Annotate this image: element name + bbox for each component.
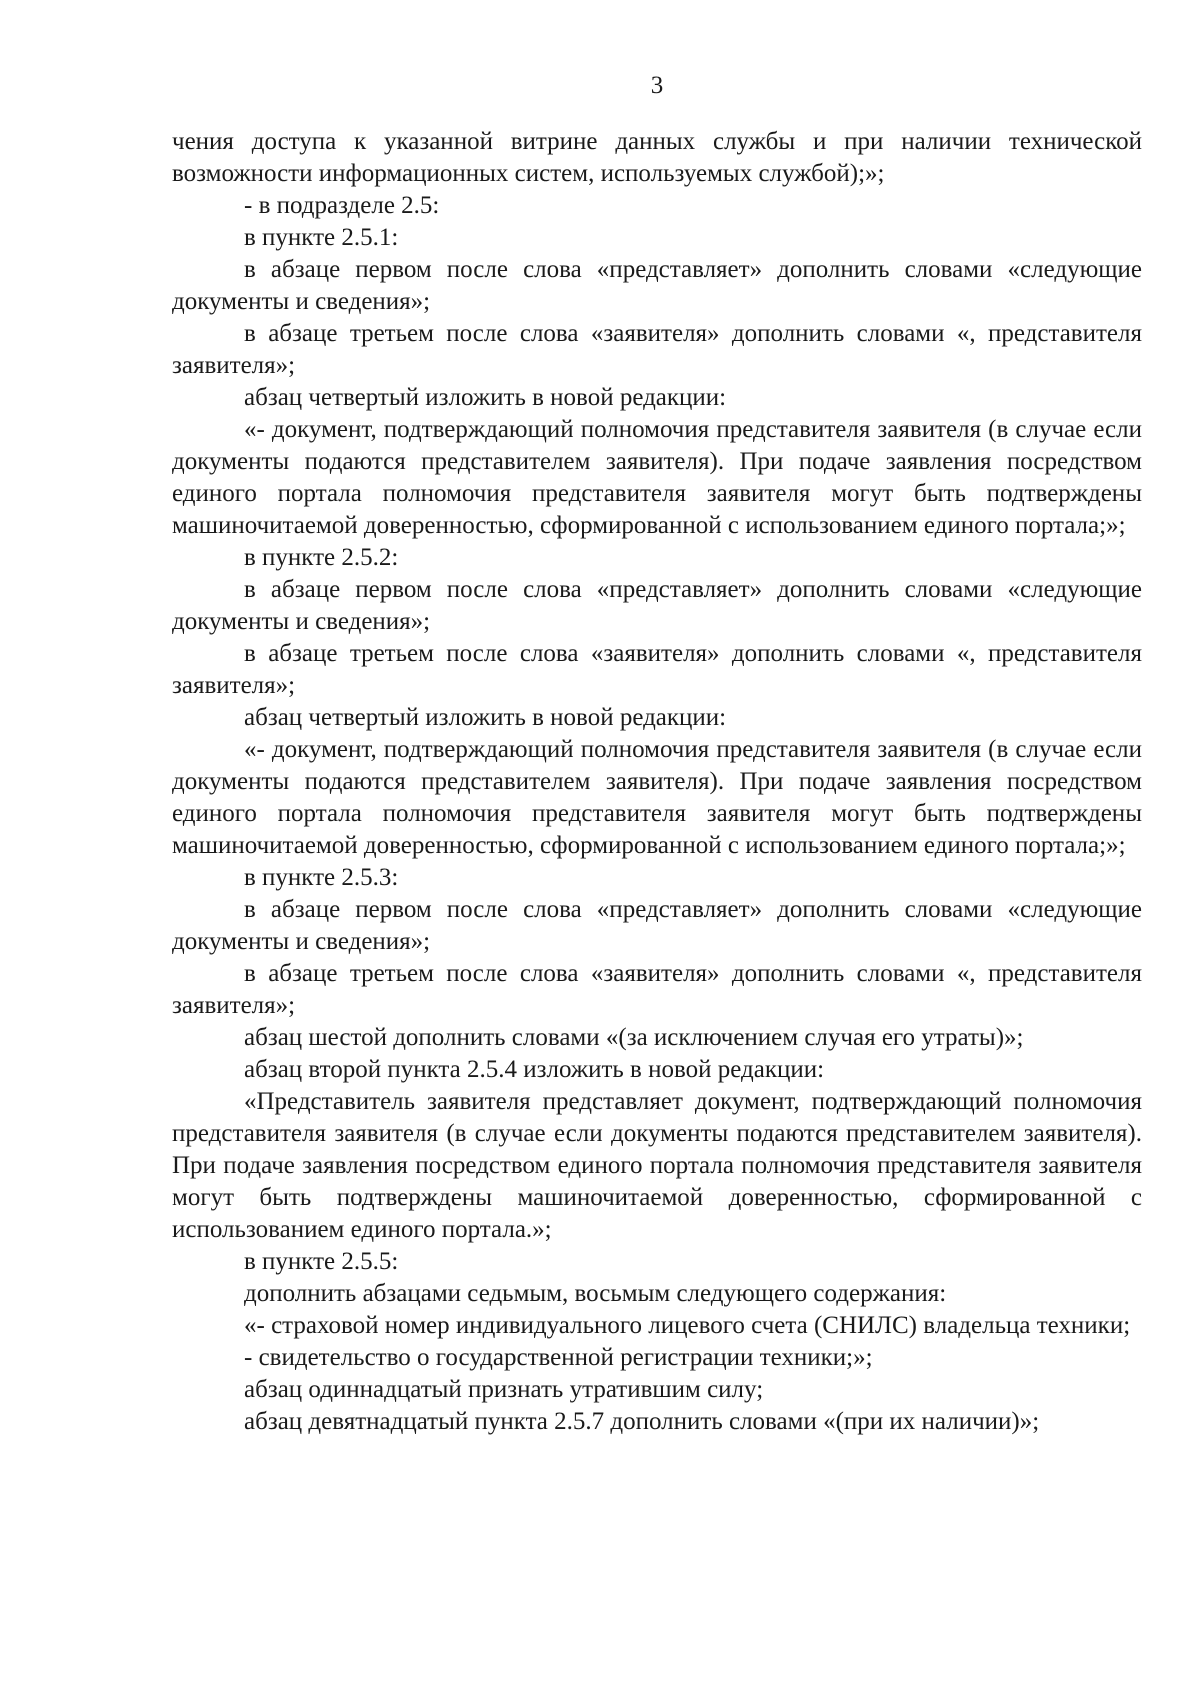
paragraph: в абзаце первом после слова «представляет» дополнить словами «следующие документы и сведения»; [172,576,1142,635]
paragraph: «Представитель заявителя представляет документ, подтверждающий полномочия представителя заявителя (в случае если документы подаются представителем заявителя). При подаче заявления посредством единого портала полномочия представителя заявителя могут быть подтверждены машиночитаемой доверенностью, сформированной с использованием единого портала.»; [172,1088,1142,1243]
paragraph: «- документ, подтверждающий полномочия представителя заявителя (в случае если документы подаются представителем заявителя). При подаче заявления посредством единого портала полномочия представителя заявителя могут быть подтверждены машиночитаемой доверенностью, сформированной с использованием единого портала;»; [172,736,1142,859]
paragraph: в абзаце третьем после слова «заявителя» дополнить словами «, представителя заявителя»; [172,320,1142,379]
paragraph: в абзаце первом после слова «представляет» дополнить словами «следующие документы и сведения»; [172,896,1142,955]
paragraph: в абзаце третьем после слова «заявителя» дополнить словами «, представителя заявителя»; [172,960,1142,1019]
paragraph: в пункте 2.5.1: [244,224,399,251]
page-number: 3 [650,72,664,99]
paragraph: - в подразделе 2.5: [244,192,440,219]
paragraph: «- страховой номер индивидуального лицевого счета (СНИЛС) владельца техники; [244,1312,1131,1339]
document-body [172,126,1142,1438]
paragraph: в пункте 2.5.5: [244,1248,399,1275]
paragraph: в пункте 2.5.2: [244,544,399,571]
paragraph: абзац четвертый изложить в новой редакции: [244,384,727,411]
paragraph: дополнить абзацами седьмым, восьмым следующего содержания: [244,1280,947,1307]
paragraph: в абзаце третьем после слова «заявителя» дополнить словами «, представителя заявителя»; [172,640,1142,699]
paragraph: абзац девятнадцатый пункта 2.5.7 дополнить словами «(при их наличии)»; [244,1408,1040,1435]
paragraph: в пункте 2.5.3: [244,864,399,891]
paragraph: абзац одиннадцатый признать утратившим силу; [244,1376,764,1403]
paragraph: абзац четвертый изложить в новой редакции: [244,704,727,731]
paragraph: - свидетельство о государственной регистрации техники;»; [244,1344,873,1371]
paragraph: абзац второй пункта 2.5.4 изложить в новой редакции: [244,1056,825,1083]
paragraph: абзац шестой дополнить словами «(за исключением случая его утраты)»; [244,1024,1024,1051]
paragraph: в абзаце первом после слова «представляет» дополнить словами «следующие документы и сведения»; [172,256,1142,315]
paragraph: чения доступа к указанной витрине данных службы и при наличии технической возможности информационных систем, используемых службой);»; [172,128,1142,187]
paragraph: «- документ, подтверждающий полномочия представителя заявителя (в случае если документы подаются представителем заявителя). При подаче заявления посредством единого портала полномочия представителя заявителя могут быть подтверждены машиночитаемой доверенностью, сформированной с использованием единого портала;»; [172,416,1142,539]
